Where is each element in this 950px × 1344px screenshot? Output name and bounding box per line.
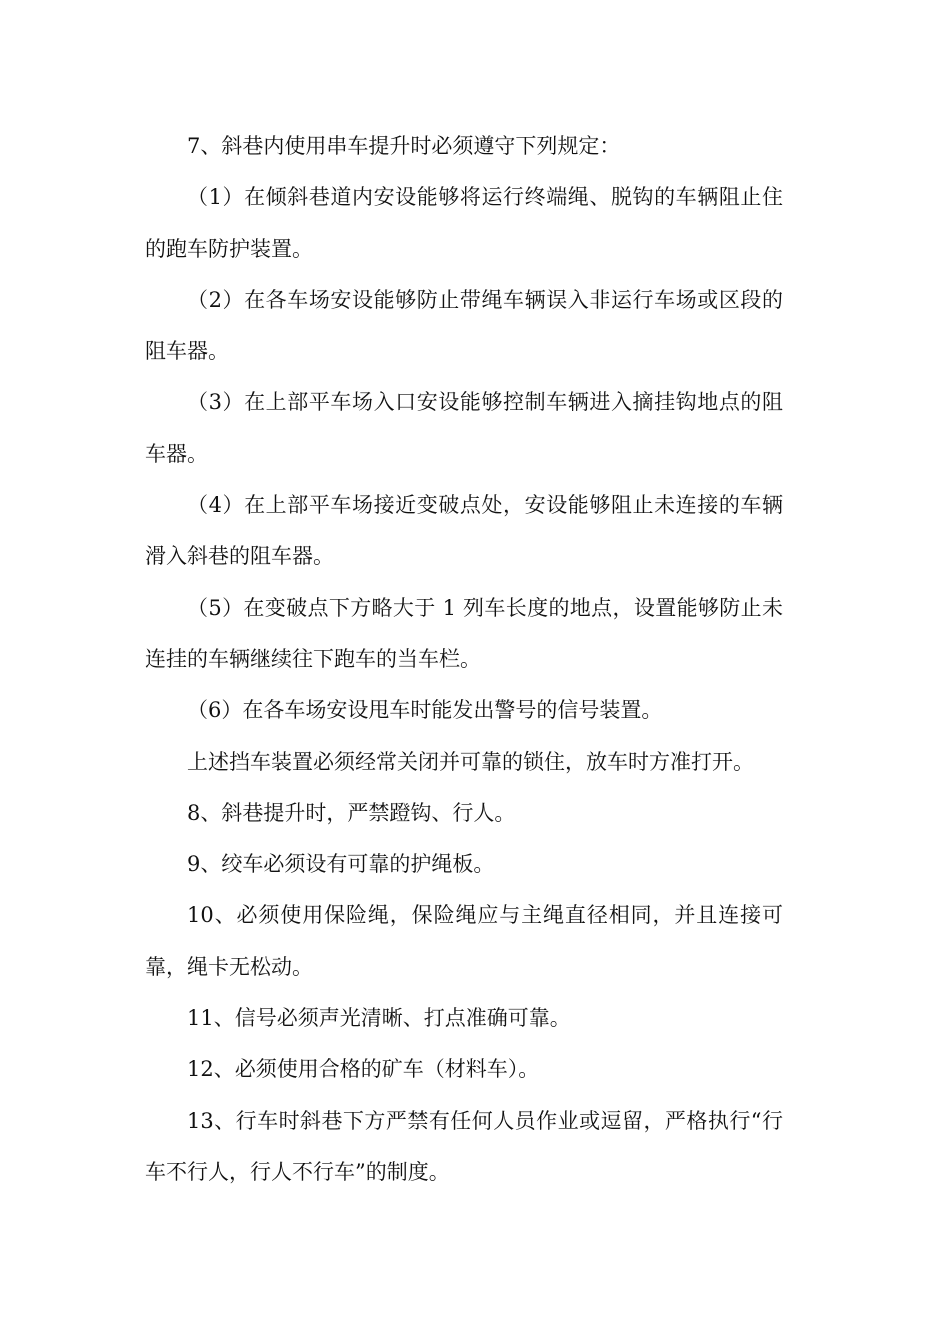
paragraph-item-7-intro: 7、斜巷内使用串车提升时必须遵守下列规定： [187,134,621,158]
paragraph-item-12: 12、必须使用合格的矿车（材料车）。 [187,1057,540,1082]
paragraph-rule-3: （3）在上部平车场入口安设能够控制车辆进入摘挂钩地点的阻车器。 [145,390,783,466]
paragraph-rule-1: （1）在倾斜巷道内安设能够将运行终端绳、脱钩的车辆阻止住的跑车防护装置。 [145,185,783,261]
document-body [145,121,783,1198]
paragraph-rule-2: （2）在各车场安设能够防止带绳车辆误入非运行车场或区段的阻车器。 [145,287,783,364]
paragraph-stop-device-note: 上述挡车装置必须经常关闭并可靠的锁住，放车时方准打开。 [187,749,754,774]
paragraph-item-11: 11、信号必须声光清晰、打点准确可靠。 [187,1006,571,1031]
paragraph-item-8: 8、斜巷提升时，严禁蹬钩、行人。 [187,800,516,825]
paragraph-item-10: 10、必须使用保险绳，保险绳应与主绳直径相同，并且连接可靠，绳卡无松动。 [145,903,783,979]
paragraph-rule-4: （4）在上部平车场接近变破点处，安设能够阻止未连接的车辆滑入斜巷的阻车器。 [145,493,783,569]
paragraph-rule-5: （5）在变破点下方略大于 1 列车长度的地点，设置能够防止未连挂的车辆继续往下跑车的当车栏。 [145,595,783,671]
paragraph-rule-6: （6）在各车场安设甩车时能发出警号的信号装置。 [187,698,663,723]
paragraph-item-9: 9、绞车必须设有可靠的护绳板。 [187,852,495,877]
paragraph-item-13: 13、行车时斜巷下方严禁有任何人员作业或逗留，严格执行“行车不行人，行人不行车”的制度。 [145,1108,783,1184]
